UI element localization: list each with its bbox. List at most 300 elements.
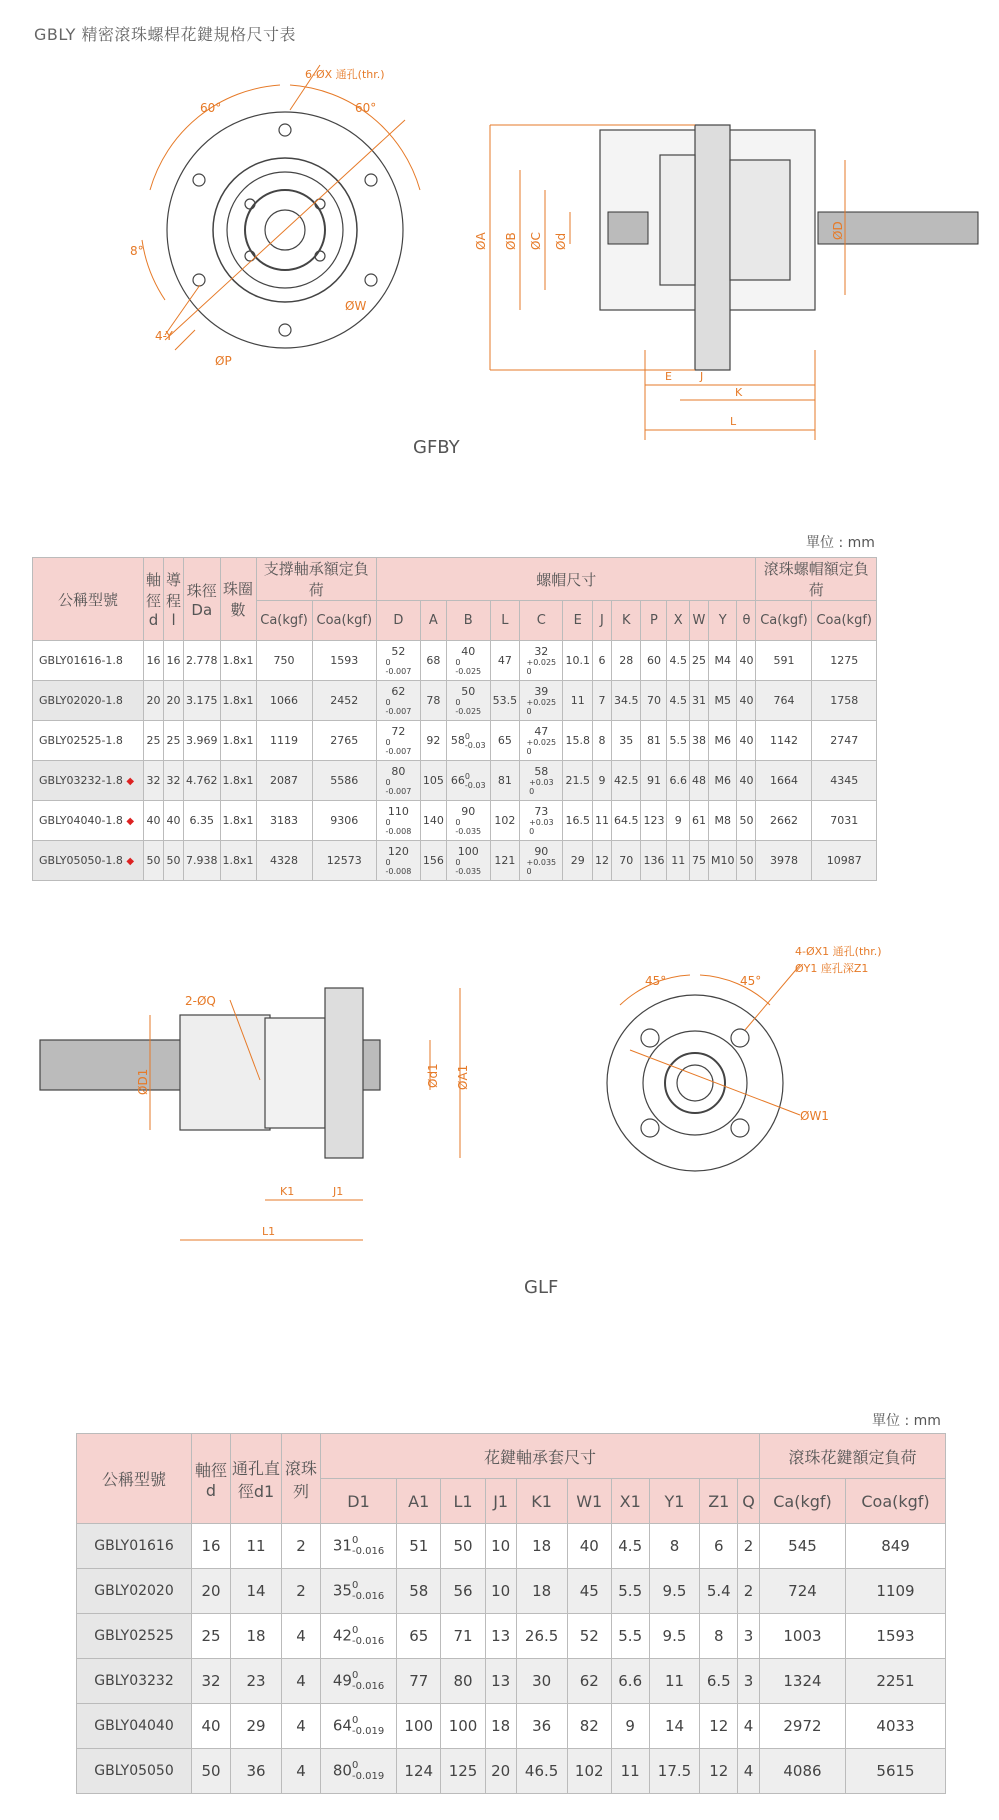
table-cell: 124 bbox=[397, 1749, 441, 1794]
tolerance-upper: 0 bbox=[385, 778, 391, 787]
model-name: GBLY04040-1.8 bbox=[39, 814, 123, 827]
d1-label: ØD1 bbox=[136, 1068, 150, 1095]
table-cell: 724 bbox=[759, 1569, 845, 1614]
table-cell: 1100 -0.008 bbox=[377, 801, 421, 841]
table-cell: 105 bbox=[420, 761, 446, 801]
table-cell: 2 bbox=[282, 1524, 321, 1569]
table-cell: 9 bbox=[592, 761, 611, 801]
tolerance bbox=[386, 818, 412, 836]
table-cell: 40 bbox=[737, 681, 756, 721]
table-cell: 1758 bbox=[812, 681, 877, 721]
table-cell: 50 bbox=[144, 841, 164, 881]
table-cell: 46.5 bbox=[516, 1749, 567, 1794]
table-cell: 81 bbox=[641, 721, 667, 761]
tolerance bbox=[455, 858, 481, 876]
table-cell: 2251 bbox=[846, 1659, 946, 1704]
table-cell: 40 bbox=[192, 1704, 231, 1749]
table-row bbox=[77, 1704, 946, 1749]
gfby-spec-table bbox=[32, 557, 877, 881]
tolerance bbox=[386, 778, 412, 796]
table-cell: 52 bbox=[567, 1614, 611, 1659]
col-header: W1 bbox=[567, 1479, 611, 1524]
tolerance bbox=[352, 1670, 384, 1692]
l1-label: L1 bbox=[262, 1225, 276, 1238]
table-cell: 100 bbox=[397, 1704, 441, 1749]
table-cell: 1593 bbox=[312, 641, 376, 681]
col-header: Y1 bbox=[649, 1479, 700, 1524]
tolerance-upper: 0 bbox=[385, 818, 391, 827]
table-cell: 2.778 bbox=[184, 641, 221, 681]
table-cell: 5.5 bbox=[611, 1569, 649, 1614]
tolerance-lower: 0 bbox=[526, 747, 532, 756]
table-cell: 25 bbox=[192, 1614, 231, 1659]
table-cell: 16 bbox=[164, 641, 184, 681]
tolerance-upper: 0 bbox=[351, 1580, 359, 1591]
table-cell: 420 -0.016 bbox=[321, 1614, 397, 1659]
table-cell: 764 bbox=[756, 681, 812, 721]
tolerance bbox=[352, 1760, 384, 1782]
table-cell: 3 bbox=[738, 1614, 760, 1659]
tolerance bbox=[527, 658, 557, 676]
table-cell: 140 bbox=[420, 801, 446, 841]
table-cell: 30 bbox=[516, 1659, 567, 1704]
table-cell: M6 bbox=[708, 721, 737, 761]
table-cell: 490 -0.016 bbox=[321, 1659, 397, 1704]
table-cell: 32 bbox=[144, 761, 164, 801]
tolerance-upper: 0 bbox=[385, 698, 391, 707]
table-cell: 11 bbox=[592, 801, 611, 841]
table-cell: 4 bbox=[282, 1704, 321, 1749]
model-cell: GBLY01616 bbox=[77, 1524, 192, 1569]
model-name: GBLY02525-1.8 bbox=[39, 734, 123, 747]
gfby-diagram bbox=[0, 50, 999, 450]
tolerance-lower: -0.016 bbox=[351, 1591, 385, 1602]
table-cell: 92 bbox=[420, 721, 446, 761]
col-header: Ca(kgf) bbox=[256, 601, 312, 641]
table-cell: 4.5 bbox=[667, 641, 690, 681]
table-cell: 12573 bbox=[312, 841, 376, 881]
table-cell: 4 bbox=[738, 1704, 760, 1749]
table-cell: 40 bbox=[144, 801, 164, 841]
w-label: ØW bbox=[345, 299, 367, 313]
table-cell: 9 bbox=[611, 1704, 649, 1749]
table-cell: 50 bbox=[737, 801, 756, 841]
table-cell: 1324 bbox=[759, 1659, 845, 1704]
tolerance-upper: 0 bbox=[351, 1760, 359, 1771]
table-cell: 65 bbox=[490, 721, 520, 761]
model-cell: GBLY04040 bbox=[77, 1704, 192, 1749]
table-cell: 73+0.03 0 bbox=[520, 801, 563, 841]
table-cell: 2 bbox=[738, 1569, 760, 1614]
counterbore-label: ØY1 座孔深Z1 bbox=[795, 962, 869, 975]
table-cell: 4.5 bbox=[667, 681, 690, 721]
tolerance-lower: -0.008 bbox=[385, 827, 412, 836]
holes-label: 6-ØX 通孔(thr.) bbox=[305, 68, 385, 81]
table-cell: 591 bbox=[756, 641, 812, 681]
col-header: Y bbox=[708, 601, 737, 641]
table-cell: 58 bbox=[397, 1569, 441, 1614]
tolerance-upper: 0 bbox=[351, 1715, 359, 1726]
tolerance-lower: -0.03 bbox=[464, 740, 486, 750]
tolerance bbox=[455, 658, 481, 676]
table-row bbox=[77, 1749, 946, 1794]
table-cell: 61 bbox=[689, 801, 708, 841]
col-header: 軸徑d bbox=[192, 1434, 231, 1524]
table-cell: 20 bbox=[164, 681, 184, 721]
col-header: D1 bbox=[321, 1479, 397, 1524]
table-cell: 720 -0.007 bbox=[377, 721, 421, 761]
col-header: 支撐軸承額定負荷 bbox=[256, 558, 376, 601]
table-cell: 18 bbox=[231, 1614, 282, 1659]
table-cell: 18 bbox=[516, 1524, 567, 1569]
tolerance-lower: -0.016 bbox=[351, 1636, 385, 1647]
table-cell: 4.5 bbox=[611, 1524, 649, 1569]
tolerance bbox=[465, 732, 486, 750]
tolerance-lower: 0 bbox=[526, 667, 532, 676]
table-cell: 500 -0.025 bbox=[446, 681, 490, 721]
table-cell: 156 bbox=[420, 841, 446, 881]
table-cell: 12 bbox=[700, 1704, 738, 1749]
tolerance bbox=[386, 698, 412, 716]
table-cell: 9 bbox=[667, 801, 690, 841]
table-cell: 8 bbox=[700, 1614, 738, 1659]
table-cell: 9.5 bbox=[649, 1569, 700, 1614]
col-header: K bbox=[611, 601, 641, 641]
table-cell: 125 bbox=[441, 1749, 485, 1794]
table-cell: 102 bbox=[567, 1749, 611, 1794]
table-cell: 8 bbox=[649, 1524, 700, 1569]
col-header: L bbox=[490, 601, 520, 641]
col-header: A1 bbox=[397, 1479, 441, 1524]
model-cell: GBLY02525 bbox=[77, 1614, 192, 1659]
table-cell: 35 bbox=[611, 721, 641, 761]
glf-side-view bbox=[40, 988, 380, 1158]
angle-label: 8° bbox=[130, 244, 144, 258]
col-header: 花鍵軸承套尺寸 bbox=[321, 1434, 760, 1479]
table-cell: 13 bbox=[485, 1614, 516, 1659]
table-cell: 14 bbox=[649, 1704, 700, 1749]
table-cell: 7031 bbox=[812, 801, 877, 841]
table-cell: 6 bbox=[592, 641, 611, 681]
table-cell: 5.5 bbox=[611, 1614, 649, 1659]
tolerance-upper: 0 bbox=[351, 1670, 359, 1681]
col-header: 軸徑d bbox=[144, 558, 164, 641]
holes-label: 4-ØX1 通孔(thr.) bbox=[795, 945, 882, 958]
table-cell: 1003 bbox=[759, 1614, 845, 1659]
table-cell: 5.5 bbox=[667, 721, 690, 761]
table-cell: 4 bbox=[738, 1749, 760, 1794]
table-cell: 53.5 bbox=[490, 681, 520, 721]
table-cell: 1.8x1 bbox=[220, 801, 256, 841]
table-cell: 1664 bbox=[756, 761, 812, 801]
model-cell bbox=[33, 721, 144, 761]
table-cell: 16.5 bbox=[563, 801, 593, 841]
table-row bbox=[33, 761, 877, 801]
tolerance-upper: 0 bbox=[464, 771, 470, 781]
col-header: Ca(kgf) bbox=[759, 1479, 845, 1524]
table-cell: 6.6 bbox=[667, 761, 690, 801]
tolerance-lower: -0.007 bbox=[385, 667, 412, 676]
table-cell: 2972 bbox=[759, 1704, 845, 1749]
table-cell: 1200 -0.008 bbox=[377, 841, 421, 881]
angle-label: 60° bbox=[200, 101, 222, 115]
l-label: L bbox=[730, 415, 737, 428]
table-cell: 13 bbox=[485, 1659, 516, 1704]
tolerance-upper: +0.025 bbox=[526, 658, 557, 667]
table-cell: M5 bbox=[708, 681, 737, 721]
table-cell: 4 bbox=[282, 1749, 321, 1794]
table-cell: 50 bbox=[192, 1749, 231, 1794]
table-cell: 6 bbox=[700, 1524, 738, 1569]
col-header: E bbox=[563, 601, 593, 641]
col-header: Q bbox=[738, 1479, 760, 1524]
table-row bbox=[33, 801, 877, 841]
table-cell: 11 bbox=[563, 681, 593, 721]
table-cell: 11 bbox=[667, 841, 690, 881]
table-cell: 3.175 bbox=[184, 681, 221, 721]
glf-caption: GLF bbox=[524, 1277, 559, 1298]
tolerance-lower: -0.035 bbox=[455, 867, 482, 876]
tolerance-upper: 0 bbox=[385, 658, 391, 667]
model-cell bbox=[33, 641, 144, 681]
col-header: W bbox=[689, 601, 708, 641]
table-cell: 14 bbox=[231, 1569, 282, 1614]
page-title: GBLY 精密滾珠螺桿花鍵規格尺寸表 bbox=[34, 25, 297, 44]
table-cell: 17.5 bbox=[649, 1749, 700, 1794]
table-cell: 82 bbox=[567, 1704, 611, 1749]
table-cell: 900 -0.035 bbox=[446, 801, 490, 841]
table-cell: 2 bbox=[738, 1524, 760, 1569]
table-cell: 4086 bbox=[759, 1749, 845, 1794]
tolerance bbox=[465, 772, 486, 790]
col-header: P bbox=[641, 601, 667, 641]
tolerance bbox=[352, 1580, 384, 1602]
tolerance-upper: 0 bbox=[385, 858, 391, 867]
tolerance bbox=[386, 658, 412, 676]
col-header: 通孔直徑d1 bbox=[231, 1434, 282, 1524]
table-cell: 3.969 bbox=[184, 721, 221, 761]
tolerance-upper: 0 bbox=[455, 818, 461, 827]
tolerance-upper: 0 bbox=[455, 698, 461, 707]
table-cell: 4 bbox=[282, 1659, 321, 1704]
table-row bbox=[33, 681, 877, 721]
table-cell: 1109 bbox=[846, 1569, 946, 1614]
tolerance-lower: 0 bbox=[529, 827, 535, 836]
col-header: K1 bbox=[516, 1479, 567, 1524]
table-cell: 81 bbox=[490, 761, 520, 801]
table-cell: 12 bbox=[592, 841, 611, 881]
table-cell: 40 bbox=[737, 761, 756, 801]
table-cell: 800 -0.007 bbox=[377, 761, 421, 801]
table-cell: 80 bbox=[441, 1659, 485, 1704]
table-cell: 5615 bbox=[846, 1749, 946, 1794]
table-cell: 2662 bbox=[756, 801, 812, 841]
table-cell: 70 bbox=[641, 681, 667, 721]
model-cell bbox=[33, 761, 144, 801]
table-cell: 32 bbox=[192, 1659, 231, 1704]
angle-label: 60° bbox=[355, 101, 377, 115]
table-cell: M10 bbox=[708, 841, 737, 881]
p-label: ØP bbox=[215, 354, 232, 368]
glf-spec-table bbox=[76, 1433, 946, 1794]
table-row bbox=[77, 1659, 946, 1704]
table-cell: 1000 -0.035 bbox=[446, 841, 490, 881]
marker-icon: ◆ bbox=[126, 816, 135, 827]
table-row bbox=[33, 721, 877, 761]
col-header: 滾珠花鍵額定負荷 bbox=[759, 1434, 945, 1479]
c-label: ØC bbox=[529, 232, 543, 250]
table-cell: M8 bbox=[708, 801, 737, 841]
table-cell: 12 bbox=[700, 1749, 738, 1794]
col-header: θ bbox=[737, 601, 756, 641]
table-cell: 32+0.025 0 bbox=[520, 641, 563, 681]
model-cell: GBLY03232 bbox=[77, 1659, 192, 1704]
table-cell: 2452 bbox=[312, 681, 376, 721]
marker-icon: ◆ bbox=[126, 856, 135, 867]
gfby-side-view bbox=[600, 125, 815, 370]
col-header: B bbox=[446, 601, 490, 641]
tolerance bbox=[527, 698, 557, 716]
table-cell: 77 bbox=[397, 1659, 441, 1704]
tolerance bbox=[352, 1535, 384, 1557]
table-row bbox=[33, 841, 877, 881]
table-cell: 750 bbox=[256, 641, 312, 681]
table-cell: 36 bbox=[516, 1704, 567, 1749]
a1-label: ØA1 bbox=[456, 1064, 470, 1090]
table-cell: 3183 bbox=[256, 801, 312, 841]
tolerance-upper: +0.03 bbox=[529, 778, 554, 787]
table-cell: 42.5 bbox=[611, 761, 641, 801]
model-cell bbox=[33, 801, 144, 841]
col-header: 導程l bbox=[164, 558, 184, 641]
table-cell: 136 bbox=[641, 841, 667, 881]
table-cell: 48 bbox=[689, 761, 708, 801]
table-cell: 5586 bbox=[312, 761, 376, 801]
table-cell: 16 bbox=[144, 641, 164, 681]
table-cell: 350 -0.016 bbox=[321, 1569, 397, 1614]
col-header: 珠圈數 bbox=[220, 558, 256, 641]
model-cell: GBLY02020 bbox=[77, 1569, 192, 1614]
table-cell: 100 bbox=[441, 1704, 485, 1749]
tolerance-lower: -0.025 bbox=[455, 667, 482, 676]
j-label: J bbox=[700, 370, 704, 383]
marker-icon: ◆ bbox=[126, 776, 135, 787]
table-cell: 51 bbox=[397, 1524, 441, 1569]
table-cell: 21.5 bbox=[563, 761, 593, 801]
tolerance-lower: -0.025 bbox=[455, 707, 482, 716]
table-row bbox=[77, 1524, 946, 1569]
col-header: J bbox=[592, 601, 611, 641]
col-header: X bbox=[667, 601, 690, 641]
col-header: D bbox=[377, 601, 421, 641]
table-cell: 29 bbox=[231, 1704, 282, 1749]
table-cell: 6.35 bbox=[184, 801, 221, 841]
table-cell: 1119 bbox=[256, 721, 312, 761]
table-cell: 102 bbox=[490, 801, 520, 841]
table-cell: 11 bbox=[231, 1524, 282, 1569]
tolerance-lower: -0.007 bbox=[385, 787, 412, 796]
tolerance-upper: 0 bbox=[455, 658, 461, 667]
tolerance bbox=[352, 1625, 384, 1647]
table-cell: 4.762 bbox=[184, 761, 221, 801]
model-name: GBLY01616-1.8 bbox=[39, 654, 123, 667]
col-header: Coa(kgf) bbox=[846, 1479, 946, 1524]
tolerance bbox=[527, 738, 557, 756]
table-cell: 4328 bbox=[256, 841, 312, 881]
table-cell: 90+0.035 0 bbox=[520, 841, 563, 881]
tolerance-lower: -0.035 bbox=[455, 827, 482, 836]
col-header: L1 bbox=[441, 1479, 485, 1524]
w1-label: ØW1 bbox=[800, 1109, 829, 1123]
table-cell: 28 bbox=[611, 641, 641, 681]
col-header: X1 bbox=[611, 1479, 649, 1524]
model-name: GBLY02020-1.8 bbox=[39, 694, 123, 707]
glf-front-view bbox=[607, 995, 783, 1171]
table-cell: 70 bbox=[611, 841, 641, 881]
table-cell: 10987 bbox=[812, 841, 877, 881]
tolerance-upper: +0.025 bbox=[526, 698, 557, 707]
tolerance bbox=[386, 858, 412, 876]
table-cell: 11 bbox=[649, 1659, 700, 1704]
table-cell: 50 bbox=[164, 841, 184, 881]
tolerance bbox=[386, 738, 412, 756]
table-cell: 580 -0.03 bbox=[446, 721, 490, 761]
col-header: 公稱型號 bbox=[77, 1434, 192, 1524]
table-cell: 800 -0.019 bbox=[321, 1749, 397, 1794]
table-cell: 7 bbox=[592, 681, 611, 721]
table-cell: 4033 bbox=[846, 1704, 946, 1749]
table-cell: 4 bbox=[282, 1614, 321, 1659]
table-cell: 8 bbox=[592, 721, 611, 761]
angle-label: 45° bbox=[645, 974, 667, 988]
table-cell: 5.4 bbox=[700, 1569, 738, 1614]
j1-label: J1 bbox=[333, 1185, 344, 1198]
table-cell: 18 bbox=[516, 1569, 567, 1614]
table-cell: 65 bbox=[397, 1614, 441, 1659]
table-cell: 660 -0.03 bbox=[446, 761, 490, 801]
tolerance-upper: +0.035 bbox=[526, 858, 557, 867]
a-label: ØA bbox=[474, 232, 488, 250]
table-cell: 78 bbox=[420, 681, 446, 721]
table-cell: 310 -0.016 bbox=[321, 1524, 397, 1569]
table-cell: 1066 bbox=[256, 681, 312, 721]
tolerance-lower: -0.03 bbox=[464, 780, 486, 790]
model-cell: GBLY05050 bbox=[77, 1749, 192, 1794]
tolerance-upper: +0.03 bbox=[529, 818, 554, 827]
table-cell: M6 bbox=[708, 761, 737, 801]
table-cell: 56 bbox=[441, 1569, 485, 1614]
col-header: 滾珠列 bbox=[282, 1434, 321, 1524]
unit-label: 單位 : mm bbox=[806, 535, 875, 551]
dd-label: ØD bbox=[831, 221, 845, 240]
table-cell: 75 bbox=[689, 841, 708, 881]
table-cell: 520 -0.007 bbox=[377, 641, 421, 681]
table-cell: 58+0.03 0 bbox=[520, 761, 563, 801]
col-header: 螺帽尺寸 bbox=[377, 558, 756, 601]
table-cell: 47+0.025 0 bbox=[520, 721, 563, 761]
table-row bbox=[77, 1614, 946, 1659]
col-header: Coa(kgf) bbox=[812, 601, 877, 641]
tolerance bbox=[529, 778, 554, 796]
col-header: Coa(kgf) bbox=[312, 601, 376, 641]
table-cell: 40 bbox=[737, 641, 756, 681]
tolerance-lower: -0.007 bbox=[385, 707, 412, 716]
table-row bbox=[77, 1569, 946, 1614]
tolerance-lower: 0 bbox=[526, 867, 532, 876]
table-cell: 25 bbox=[164, 721, 184, 761]
table-cell: 1593 bbox=[846, 1614, 946, 1659]
table-cell: 31 bbox=[689, 681, 708, 721]
